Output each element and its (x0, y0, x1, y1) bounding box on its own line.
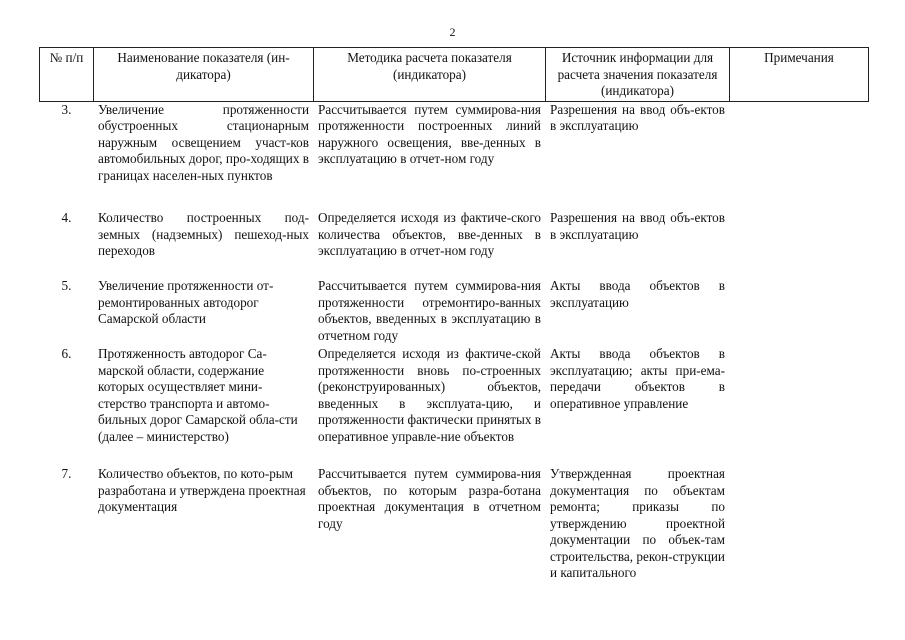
table-row (40, 210, 869, 278)
table-row (40, 101, 869, 205)
table-row (40, 278, 869, 346)
calculation-method: Рассчитывается путем суммирова-ния протяженности отремонтиро-ванных объектов, введенных в эксплуатацию в отчетном году (318, 278, 541, 343)
table-row (40, 346, 869, 466)
indicator-name: Протяженность автодорог Са-марской области, содержание которых осуществляет мини-стерство транспорта и автомо-бильных дорог Самарской обла-сти (далее – министерство) (98, 346, 298, 444)
indicators-table (39, 47, 869, 582)
row-number: 7. (61, 466, 72, 481)
page-number: 2 (449, 25, 456, 39)
information-source: Утвержденная проектная документация по объектам ремонта; приказы по утверждению проектной документации по объек-там строительства, рекон-струкции и капитального (550, 466, 725, 580)
information-source: Акты ввода объектов в эксплуатацию; акты при-ема-передачи объектов в оперативное управление (550, 346, 725, 411)
header-calculation-method: Методика расчета показателя (индикатора) (314, 48, 546, 102)
notes-cell (730, 466, 869, 582)
row-number: 6. (61, 346, 72, 361)
information-source: Акты ввода объектов в эксплуатацию (550, 278, 725, 310)
row-number: 3. (61, 101, 72, 117)
row-number: 5. (61, 278, 72, 293)
indicator-name: Количество объектов, по кото-рым разработана и утверждена проектная документация (98, 466, 306, 514)
notes-cell (730, 101, 869, 205)
header-indicator-name: Наименование показателя (ин-дикатора) (94, 48, 314, 102)
calculation-method: Рассчитывается путем суммирова-ния протяженности построенных линий наружного освещения, вве-денных в эксплуатацию в отчет-ном году (318, 101, 541, 166)
notes-cell (730, 346, 869, 466)
notes-cell (730, 210, 869, 278)
notes-cell (730, 278, 869, 346)
indicator-name: Увеличение протяженности обустроенных стационарным наружным освещением участ-ков автомобильных дорог, про-ходящих в границах населен-ных пунктов (98, 101, 309, 183)
calculation-method: Определяется исходя из фактиче-ской протяженности вновь по-строенных (реконструированных) объектов, введенных в эксплуата-цию, и протяженности фактически принятых в оперативное управле-ние объектов (318, 346, 541, 444)
table-row (40, 466, 869, 582)
header-information-source: Источник информации для расчета значения показателя (индикатора) (546, 48, 730, 102)
information-source: Разрешения на ввод объ-ектов в эксплуатацию (550, 210, 725, 242)
calculation-method: Определяется исходя из фактиче-ского количества объектов, вве-денных в эксплуатацию в отчет-ном году (318, 210, 541, 258)
header-notes: Примечания (730, 48, 869, 102)
table-header-row (40, 48, 869, 102)
information-source: Разрешения на ввод объ-ектов в эксплуатацию (550, 101, 725, 133)
header-number: № п/п (40, 48, 94, 102)
calculation-method: Рассчитывается путем суммирова-ния объектов, по которым разра-ботана проектная документация в отчетном году (318, 466, 541, 531)
indicator-name: Количество построенных под-земных (надземных) пешеход-ных переходов (98, 210, 309, 258)
indicator-name: Увеличение протяженности от-ремонтированных автодорог Самарской области (98, 278, 274, 326)
row-number: 4. (61, 210, 72, 225)
